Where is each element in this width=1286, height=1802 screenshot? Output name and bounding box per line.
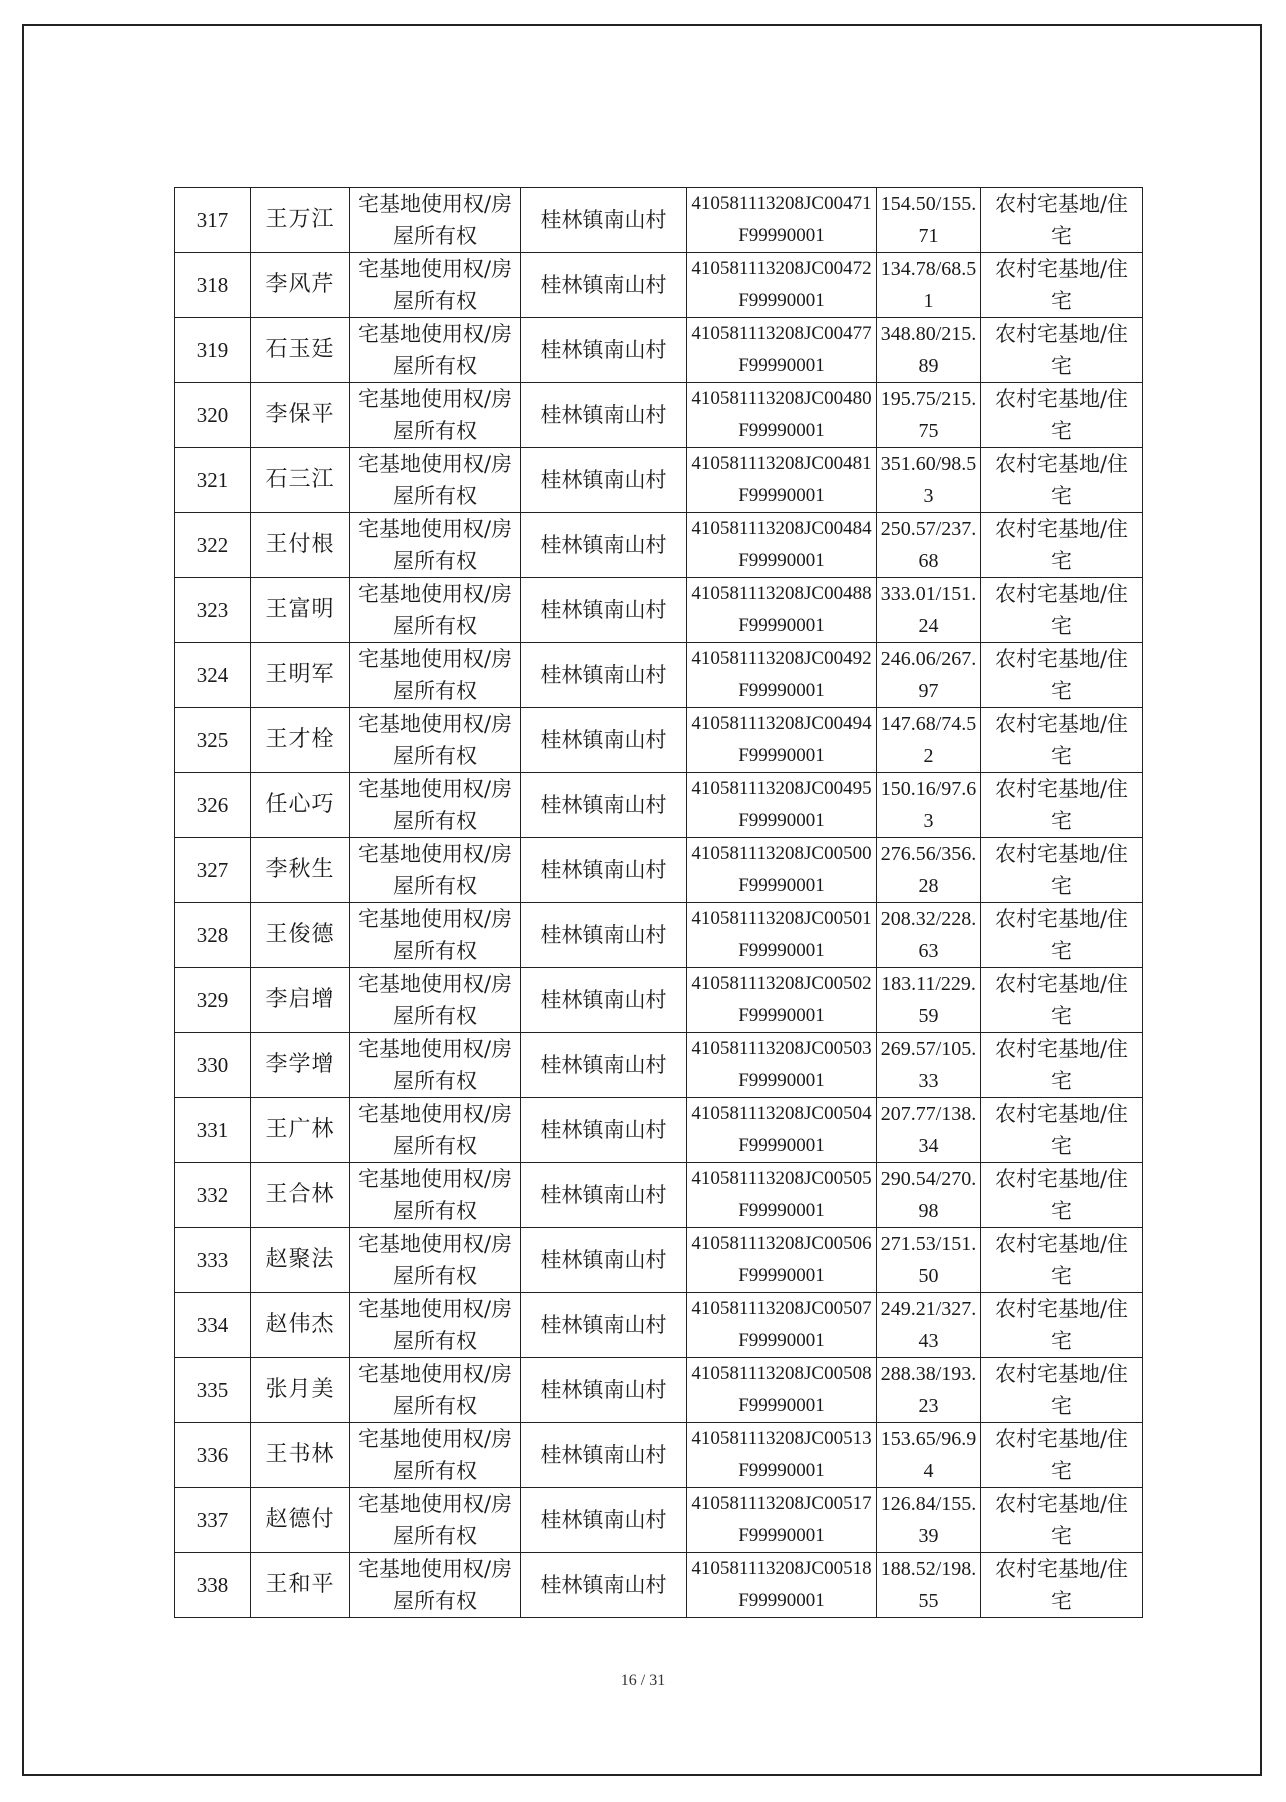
usage-cell: 农村宅基地/住宅 bbox=[981, 253, 1143, 318]
usage-cell: 农村宅基地/住宅 bbox=[981, 1098, 1143, 1163]
unit-code-cell: 410581113208JC00472F99990001 bbox=[687, 253, 877, 318]
unit-code-cell: 410581113208JC00480F99990001 bbox=[687, 383, 877, 448]
table-row bbox=[175, 318, 1143, 383]
owner-name-cell: 赵聚法 bbox=[251, 1228, 350, 1293]
usage-cell: 农村宅基地/住宅 bbox=[981, 1423, 1143, 1488]
area-cell: 290.54/270.98 bbox=[877, 1163, 981, 1228]
unit-code-cell: 410581113208JC00518F99990001 bbox=[687, 1553, 877, 1618]
usage-cell: 农村宅基地/住宅 bbox=[981, 1358, 1143, 1423]
location-cell: 桂林镇南山村 bbox=[521, 838, 687, 903]
unit-code-cell: 410581113208JC00494F99990001 bbox=[687, 708, 877, 773]
area-cell: 269.57/105.33 bbox=[877, 1033, 981, 1098]
unit-code-cell: 410581113208JC00506F99990001 bbox=[687, 1228, 877, 1293]
unit-code-cell: 410581113208JC00500F99990001 bbox=[687, 838, 877, 903]
row-number-cell: 318 bbox=[175, 253, 251, 318]
usage-cell: 农村宅基地/住宅 bbox=[981, 903, 1143, 968]
unit-code-cell: 410581113208JC00503F99990001 bbox=[687, 1033, 877, 1098]
area-cell: 246.06/267.97 bbox=[877, 643, 981, 708]
area-cell: 183.11/229.59 bbox=[877, 968, 981, 1033]
unit-code-cell: 410581113208JC00513F99990001 bbox=[687, 1423, 877, 1488]
owner-name-cell: 李风芹 bbox=[251, 253, 350, 318]
registry-table bbox=[174, 187, 1143, 1618]
table-row bbox=[175, 1228, 1143, 1293]
unit-code-cell: 410581113208JC00507F99990001 bbox=[687, 1293, 877, 1358]
usage-cell: 农村宅基地/住宅 bbox=[981, 1163, 1143, 1228]
table-row bbox=[175, 253, 1143, 318]
owner-name-cell: 任心巧 bbox=[251, 773, 350, 838]
unit-code-cell: 410581113208JC00488F99990001 bbox=[687, 578, 877, 643]
table-row bbox=[175, 773, 1143, 838]
usage-cell: 农村宅基地/住宅 bbox=[981, 1033, 1143, 1098]
table-row bbox=[175, 643, 1143, 708]
table-row bbox=[175, 903, 1143, 968]
right-type-cell: 宅基地使用权/房屋所有权 bbox=[350, 903, 521, 968]
owner-name-cell: 王广林 bbox=[251, 1098, 350, 1163]
area-cell: 348.80/215.89 bbox=[877, 318, 981, 383]
table-row bbox=[175, 1098, 1143, 1163]
owner-name-cell: 石三江 bbox=[251, 448, 350, 513]
row-number-cell: 321 bbox=[175, 448, 251, 513]
location-cell: 桂林镇南山村 bbox=[521, 1423, 687, 1488]
area-cell: 150.16/97.63 bbox=[877, 773, 981, 838]
location-cell: 桂林镇南山村 bbox=[521, 1358, 687, 1423]
owner-name-cell: 赵德付 bbox=[251, 1488, 350, 1553]
area-cell: 276.56/356.28 bbox=[877, 838, 981, 903]
owner-name-cell: 李启增 bbox=[251, 968, 350, 1033]
row-number-cell: 333 bbox=[175, 1228, 251, 1293]
location-cell: 桂林镇南山村 bbox=[521, 448, 687, 513]
location-cell: 桂林镇南山村 bbox=[521, 903, 687, 968]
row-number-cell: 324 bbox=[175, 643, 251, 708]
owner-name-cell: 李秋生 bbox=[251, 838, 350, 903]
usage-cell: 农村宅基地/住宅 bbox=[981, 383, 1143, 448]
right-type-cell: 宅基地使用权/房屋所有权 bbox=[350, 1293, 521, 1358]
usage-cell: 农村宅基地/住宅 bbox=[981, 513, 1143, 578]
area-cell: 333.01/151.24 bbox=[877, 578, 981, 643]
row-number-cell: 334 bbox=[175, 1293, 251, 1358]
location-cell: 桂林镇南山村 bbox=[521, 188, 687, 253]
right-type-cell: 宅基地使用权/房屋所有权 bbox=[350, 708, 521, 773]
area-cell: 250.57/237.68 bbox=[877, 513, 981, 578]
location-cell: 桂林镇南山村 bbox=[521, 708, 687, 773]
location-cell: 桂林镇南山村 bbox=[521, 968, 687, 1033]
area-cell: 126.84/155.39 bbox=[877, 1488, 981, 1553]
unit-code-cell: 410581113208JC00495F99990001 bbox=[687, 773, 877, 838]
page-number: 16 / 31 bbox=[620, 1672, 666, 1689]
table-row bbox=[175, 1488, 1143, 1553]
area-cell: 271.53/151.50 bbox=[877, 1228, 981, 1293]
area-cell: 154.50/155.71 bbox=[877, 188, 981, 253]
row-number-cell: 331 bbox=[175, 1098, 251, 1163]
unit-code-cell: 410581113208JC00481F99990001 bbox=[687, 448, 877, 513]
location-cell: 桂林镇南山村 bbox=[521, 1293, 687, 1358]
row-number-cell: 329 bbox=[175, 968, 251, 1033]
right-type-cell: 宅基地使用权/房屋所有权 bbox=[350, 1228, 521, 1293]
owner-name-cell: 李学增 bbox=[251, 1033, 350, 1098]
table-row bbox=[175, 708, 1143, 773]
area-cell: 147.68/74.52 bbox=[877, 708, 981, 773]
area-cell: 351.60/98.53 bbox=[877, 448, 981, 513]
area-cell: 188.52/198.55 bbox=[877, 1553, 981, 1618]
owner-name-cell: 王和平 bbox=[251, 1553, 350, 1618]
right-type-cell: 宅基地使用权/房屋所有权 bbox=[350, 1033, 521, 1098]
usage-cell: 农村宅基地/住宅 bbox=[981, 708, 1143, 773]
table-body bbox=[175, 188, 1143, 1618]
unit-code-cell: 410581113208JC00501F99990001 bbox=[687, 903, 877, 968]
usage-cell: 农村宅基地/住宅 bbox=[981, 1228, 1143, 1293]
right-type-cell: 宅基地使用权/房屋所有权 bbox=[350, 188, 521, 253]
right-type-cell: 宅基地使用权/房屋所有权 bbox=[350, 513, 521, 578]
usage-cell: 农村宅基地/住宅 bbox=[981, 1553, 1143, 1618]
area-cell: 153.65/96.94 bbox=[877, 1423, 981, 1488]
table-row bbox=[175, 383, 1143, 448]
owner-name-cell: 王付根 bbox=[251, 513, 350, 578]
owner-name-cell: 王明军 bbox=[251, 643, 350, 708]
right-type-cell: 宅基地使用权/房屋所有权 bbox=[350, 1163, 521, 1228]
table-row bbox=[175, 448, 1143, 513]
location-cell: 桂林镇南山村 bbox=[521, 1033, 687, 1098]
location-cell: 桂林镇南山村 bbox=[521, 383, 687, 448]
right-type-cell: 宅基地使用权/房屋所有权 bbox=[350, 1553, 521, 1618]
row-number-cell: 337 bbox=[175, 1488, 251, 1553]
right-type-cell: 宅基地使用权/房屋所有权 bbox=[350, 578, 521, 643]
area-cell: 195.75/215.75 bbox=[877, 383, 981, 448]
location-cell: 桂林镇南山村 bbox=[521, 643, 687, 708]
row-number-cell: 336 bbox=[175, 1423, 251, 1488]
row-number-cell: 319 bbox=[175, 318, 251, 383]
usage-cell: 农村宅基地/住宅 bbox=[981, 318, 1143, 383]
location-cell: 桂林镇南山村 bbox=[521, 1228, 687, 1293]
unit-code-cell: 410581113208JC00502F99990001 bbox=[687, 968, 877, 1033]
right-type-cell: 宅基地使用权/房屋所有权 bbox=[350, 1488, 521, 1553]
unit-code-cell: 410581113208JC00517F99990001 bbox=[687, 1488, 877, 1553]
owner-name-cell: 王俊德 bbox=[251, 903, 350, 968]
usage-cell: 农村宅基地/住宅 bbox=[981, 773, 1143, 838]
right-type-cell: 宅基地使用权/房屋所有权 bbox=[350, 1098, 521, 1163]
right-type-cell: 宅基地使用权/房屋所有权 bbox=[350, 773, 521, 838]
row-number-cell: 325 bbox=[175, 708, 251, 773]
area-cell: 249.21/327.43 bbox=[877, 1293, 981, 1358]
owner-name-cell: 李保平 bbox=[251, 383, 350, 448]
usage-cell: 农村宅基地/住宅 bbox=[981, 838, 1143, 903]
unit-code-cell: 410581113208JC00504F99990001 bbox=[687, 1098, 877, 1163]
unit-code-cell: 410581113208JC00477F99990001 bbox=[687, 318, 877, 383]
usage-cell: 农村宅基地/住宅 bbox=[981, 188, 1143, 253]
row-number-cell: 338 bbox=[175, 1553, 251, 1618]
unit-code-cell: 410581113208JC00471F99990001 bbox=[687, 188, 877, 253]
row-number-cell: 328 bbox=[175, 903, 251, 968]
location-cell: 桂林镇南山村 bbox=[521, 1098, 687, 1163]
owner-name-cell: 王才栓 bbox=[251, 708, 350, 773]
owner-name-cell: 王富明 bbox=[251, 578, 350, 643]
row-number-cell: 317 bbox=[175, 188, 251, 253]
location-cell: 桂林镇南山村 bbox=[521, 1163, 687, 1228]
usage-cell: 农村宅基地/住宅 bbox=[981, 448, 1143, 513]
location-cell: 桂林镇南山村 bbox=[521, 773, 687, 838]
area-cell: 207.77/138.34 bbox=[877, 1098, 981, 1163]
table-row bbox=[175, 1033, 1143, 1098]
area-cell: 134.78/68.51 bbox=[877, 253, 981, 318]
right-type-cell: 宅基地使用权/房屋所有权 bbox=[350, 838, 521, 903]
table-row bbox=[175, 1423, 1143, 1488]
row-number-cell: 335 bbox=[175, 1358, 251, 1423]
location-cell: 桂林镇南山村 bbox=[521, 1553, 687, 1618]
usage-cell: 农村宅基地/住宅 bbox=[981, 968, 1143, 1033]
row-number-cell: 323 bbox=[175, 578, 251, 643]
table-row bbox=[175, 1358, 1143, 1423]
table-row bbox=[175, 188, 1143, 253]
table-row bbox=[175, 513, 1143, 578]
right-type-cell: 宅基地使用权/房屋所有权 bbox=[350, 383, 521, 448]
table-row bbox=[175, 1293, 1143, 1358]
usage-cell: 农村宅基地/住宅 bbox=[981, 1293, 1143, 1358]
owner-name-cell: 王书林 bbox=[251, 1423, 350, 1488]
owner-name-cell: 王万江 bbox=[251, 188, 350, 253]
usage-cell: 农村宅基地/住宅 bbox=[981, 643, 1143, 708]
owner-name-cell: 王合林 bbox=[251, 1163, 350, 1228]
location-cell: 桂林镇南山村 bbox=[521, 253, 687, 318]
location-cell: 桂林镇南山村 bbox=[521, 1488, 687, 1553]
table-row bbox=[175, 578, 1143, 643]
table-row bbox=[175, 1163, 1143, 1228]
row-number-cell: 327 bbox=[175, 838, 251, 903]
unit-code-cell: 410581113208JC00508F99990001 bbox=[687, 1358, 877, 1423]
right-type-cell: 宅基地使用权/房屋所有权 bbox=[350, 968, 521, 1033]
owner-name-cell: 赵伟杰 bbox=[251, 1293, 350, 1358]
location-cell: 桂林镇南山村 bbox=[521, 513, 687, 578]
right-type-cell: 宅基地使用权/房屋所有权 bbox=[350, 448, 521, 513]
right-type-cell: 宅基地使用权/房屋所有权 bbox=[350, 1423, 521, 1488]
owner-name-cell: 张月美 bbox=[251, 1358, 350, 1423]
right-type-cell: 宅基地使用权/房屋所有权 bbox=[350, 253, 521, 318]
unit-code-cell: 410581113208JC00505F99990001 bbox=[687, 1163, 877, 1228]
usage-cell: 农村宅基地/住宅 bbox=[981, 1488, 1143, 1553]
unit-code-cell: 410581113208JC00484F99990001 bbox=[687, 513, 877, 578]
right-type-cell: 宅基地使用权/房屋所有权 bbox=[350, 1358, 521, 1423]
right-type-cell: 宅基地使用权/房屋所有权 bbox=[350, 318, 521, 383]
area-cell: 208.32/228.63 bbox=[877, 903, 981, 968]
area-cell: 288.38/193.23 bbox=[877, 1358, 981, 1423]
row-number-cell: 320 bbox=[175, 383, 251, 448]
table-row bbox=[175, 838, 1143, 903]
location-cell: 桂林镇南山村 bbox=[521, 318, 687, 383]
table-row bbox=[175, 968, 1143, 1033]
table-row bbox=[175, 1553, 1143, 1618]
row-number-cell: 330 bbox=[175, 1033, 251, 1098]
location-cell: 桂林镇南山村 bbox=[521, 578, 687, 643]
row-number-cell: 326 bbox=[175, 773, 251, 838]
row-number-cell: 332 bbox=[175, 1163, 251, 1228]
unit-code-cell: 410581113208JC00492F99990001 bbox=[687, 643, 877, 708]
right-type-cell: 宅基地使用权/房屋所有权 bbox=[350, 643, 521, 708]
row-number-cell: 322 bbox=[175, 513, 251, 578]
owner-name-cell: 石玉廷 bbox=[251, 318, 350, 383]
usage-cell: 农村宅基地/住宅 bbox=[981, 578, 1143, 643]
